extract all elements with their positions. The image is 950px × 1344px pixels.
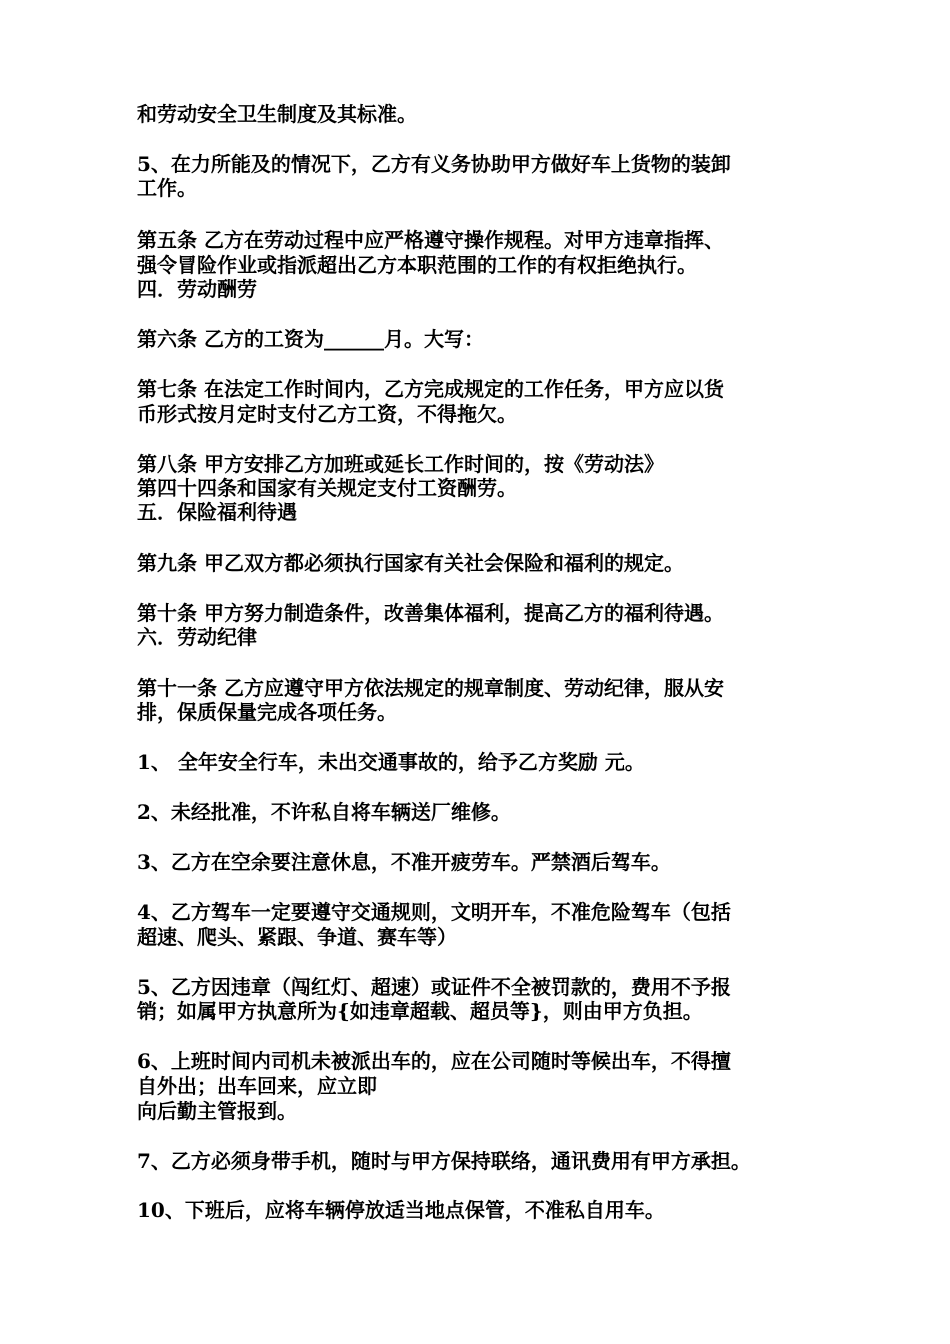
text-line: 第四十四条和国家有关规定支付工资酬劳。 [137,476,517,500]
text-line: 1、 全年安全行车，未出交通事故的，给予乙方奖励 元。 [137,750,645,774]
section-heading: 五．保险福利待遇 [137,500,297,524]
text-line: 排，保质保量完成各项任务。 [137,700,397,724]
text-line: 向后勤主管报到。 [137,1099,297,1123]
text-line: 10、下班后，应将车辆停放适当地点保管，不准私自用车。 [137,1198,665,1222]
text-line: 销；如属甲方执意所为{如违章超载、超员等}，则由甲方负担。 [137,999,703,1023]
text-line: 第五条 乙方在劳动过程中应严格遵守操作规程。对甲方违章指挥、 [137,228,724,252]
text-line: 币形式按月定时支付乙方工资，不得拖欠。 [137,402,517,426]
text-line: 自外出；出车回来，应立即 [137,1074,377,1098]
text-line: 5、在力所能及的情况下，乙方有义务协助甲方做好车上货物的装卸 [137,152,731,176]
text-line: 5、乙方因违章（闯红灯、超速）或证件不全被罚款的，费用不予报 [137,975,731,999]
section-heading: 六．劳动纪律 [137,625,257,649]
text-line: 和劳动安全卫生制度及其标准。 [137,102,417,126]
text-line: 强令冒险作业或指派超出乙方本职范围的工作的有权拒绝执行。 [137,253,697,277]
text-line: 第十一条 乙方应遵守甲方依法规定的规章制度、劳动纪律，服从安 [137,676,724,700]
text-line: 6、上班时间内司机未被派出车的，应在公司随时等候出车，不得擅 [137,1049,731,1073]
text-line: 第六条 乙方的工资为______月。大写： [137,327,484,351]
text-line: 超速、爬头、紧跟、争道、赛车等） [137,925,457,949]
text-line: 第八条 甲方安排乙方加班或延长工作时间的，按《劳动法》 [137,452,664,476]
text-line: 第九条 甲乙双方都必须执行国家有关社会保险和福利的规定。 [137,551,684,575]
section-heading: 四．劳动酬劳 [137,277,257,301]
text-line: 2、未经批准，不许私自将车辆送厂维修。 [137,800,511,824]
text-line: 工作。 [137,176,197,200]
text-line: 第七条 在法定工作时间内，乙方完成规定的工作任务，甲方应以货 [137,377,724,401]
text-line: 第十条 甲方努力制造条件，改善集体福利，提高乙方的福利待遇。 [137,601,724,625]
text-line: 4、乙方驾车一定要遵守交通规则，文明开车，不准危险驾车（包括 [137,900,731,924]
text-line: 3、乙方在空余要注意休息，不准开疲劳车。严禁酒后驾车。 [137,850,671,874]
text-line: 7、乙方必须身带手机，随时与甲方保持联络，通讯费用有甲方承担。 [137,1149,751,1173]
